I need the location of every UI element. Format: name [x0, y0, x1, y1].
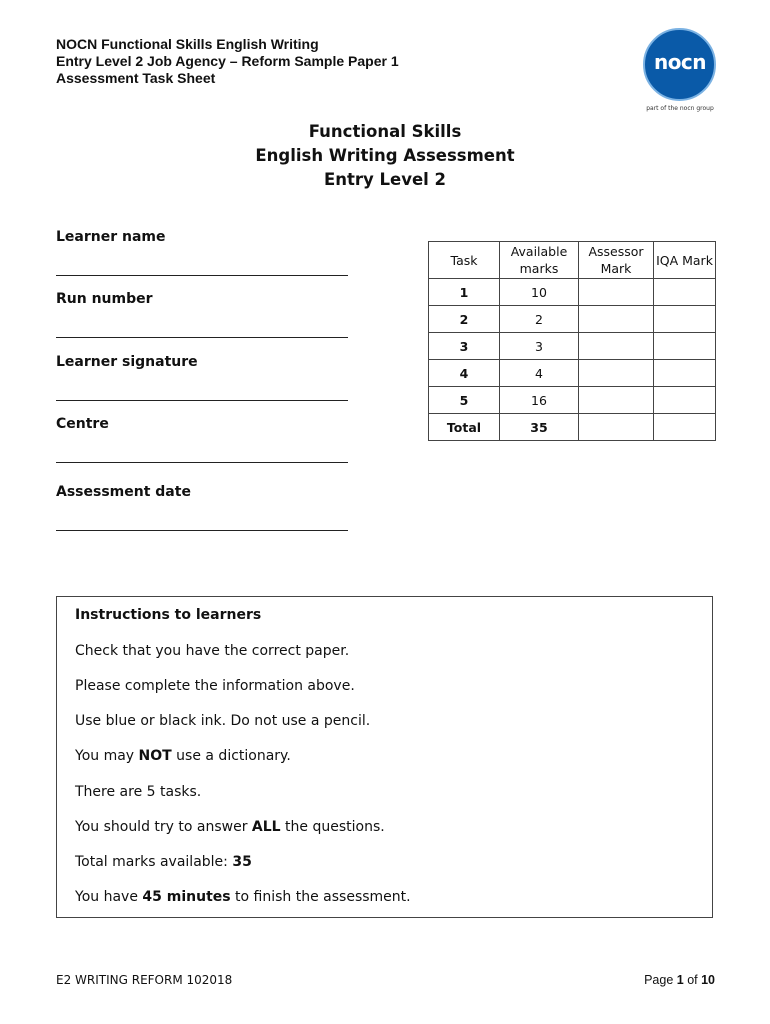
instruction-line: You may NOT use a dictionary. [75, 748, 291, 764]
assessor-mark-cell[interactable] [579, 360, 654, 387]
instruction-line: You should try to answer ALL the questions. [75, 819, 385, 835]
assessor-mark-cell[interactable] [579, 306, 654, 333]
iqa-mark-cell[interactable] [654, 333, 716, 360]
instructions-title: Instructions to learners [75, 607, 262, 623]
centre-label: Centre [56, 416, 109, 432]
table-row [429, 306, 716, 333]
available-marks: 10 [500, 279, 579, 306]
header-line-1: NOCN Functional Skills English Writing [56, 36, 319, 52]
learner-signature-field [56, 354, 348, 370]
learner-name-field [56, 229, 348, 245]
available-marks: 3 [500, 333, 579, 360]
learner-signature-line[interactable] [56, 400, 348, 401]
available-marks: 2 [500, 306, 579, 333]
run-number-line[interactable] [56, 337, 348, 338]
page-number: Page 1 of 10 [644, 973, 715, 987]
assessor-mark-cell[interactable] [579, 333, 654, 360]
assessor-mark-column-header: Assessor Mark [579, 242, 654, 279]
logo-text: nocn [653, 50, 707, 74]
iqa-mark-column-header: IQA Mark [654, 242, 716, 279]
learner-signature-label: Learner signature [56, 354, 198, 370]
instruction-line: Please complete the information above. [75, 678, 355, 694]
marks-table [428, 241, 716, 441]
header-line-2: Entry Level 2 Job Agency – Reform Sample Paper 1 [56, 53, 399, 69]
run-number-label: Run number [56, 291, 153, 307]
instruction-line: You have 45 minutes to finish the assessment. [75, 889, 411, 905]
task-column-header: Task [429, 242, 500, 279]
total-row [429, 414, 716, 441]
available-marks-column-header: Available marks [500, 242, 579, 279]
instruction-line: Use blue or black ink. Do not use a pencil. [75, 713, 371, 729]
learner-name-label: Learner name [56, 229, 166, 245]
header-line-3: Assessment Task Sheet [56, 70, 216, 86]
iqa-mark-cell[interactable] [654, 306, 716, 333]
task-number: 5 [429, 387, 500, 414]
available-marks: 4 [500, 360, 579, 387]
instruction-line: There are 5 tasks. [75, 784, 202, 800]
assessment-date-field [56, 484, 348, 500]
table-row [429, 279, 716, 306]
task-number: 2 [429, 306, 500, 333]
assessor-total-cell[interactable] [579, 414, 654, 441]
iqa-mark-cell[interactable] [654, 360, 716, 387]
task-number: 1 [429, 279, 500, 306]
centre-field [56, 416, 348, 432]
iqa-mark-cell[interactable] [654, 387, 716, 414]
document-header [56, 36, 399, 87]
assessment-date-line[interactable] [56, 530, 348, 531]
logo-tagline: part of the nocn group [646, 105, 714, 112]
assessor-mark-cell[interactable] [579, 387, 654, 414]
iqa-mark-cell[interactable] [654, 279, 716, 306]
title-line-2: English Writing Assessment [255, 146, 515, 165]
run-number-field [56, 291, 348, 307]
instruction-line: Check that you have the correct paper. [75, 643, 350, 659]
iqa-total-cell[interactable] [654, 414, 716, 441]
assessment-date-label: Assessment date [56, 484, 191, 500]
available-marks: 16 [500, 387, 579, 414]
task-number: 4 [429, 360, 500, 387]
footer-reference: E2 WRITING REFORM 102018 [56, 973, 233, 987]
total-available-marks: 35 [500, 414, 579, 441]
marks-table-header-row [429, 242, 716, 279]
title-line-3: Entry Level 2 [323, 170, 447, 189]
centre-line[interactable] [56, 462, 348, 463]
title-line-1: Functional Skills [308, 122, 462, 141]
learner-name-line[interactable] [56, 275, 348, 276]
table-row [429, 387, 716, 414]
instruction-line: Total marks available: 35 [75, 854, 252, 870]
total-label: Total [429, 414, 500, 441]
table-row [429, 360, 716, 387]
table-row [429, 333, 716, 360]
instructions-box [56, 596, 713, 918]
task-number: 3 [429, 333, 500, 360]
title-block [0, 120, 770, 192]
nocn-logo [642, 28, 718, 114]
assessor-mark-cell[interactable] [579, 279, 654, 306]
